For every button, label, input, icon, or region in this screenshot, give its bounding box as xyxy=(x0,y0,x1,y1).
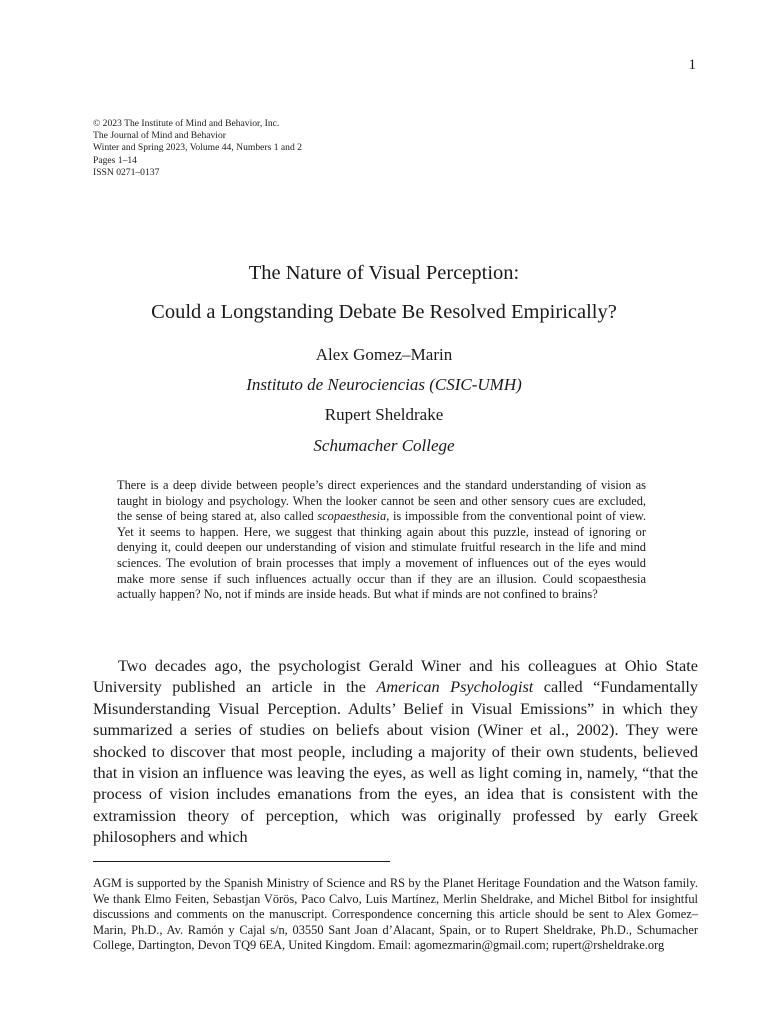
abstract xyxy=(117,478,646,603)
author-name-2: Rupert Sheldrake xyxy=(324,405,444,424)
issue-line: Winter and Spring 2023, Volume 44, Numbers 1 and 2 xyxy=(93,142,302,154)
abstract-text-1: There is a deep divide between people’s direct experiences and the standard understanding of vision as taught in biology and psychology. When the looker cannot be seen and other sensory cues are excluded, the sense of being stared at, also called xyxy=(117,478,646,524)
body-text-2: called “Fundamentally Misunderstanding Visual Perception. Adults’ Belief in Visual Emissions” in which they summarized a series of studies on beliefs about vision (Winer et al., 2002). They were shocked to discover that most people, including a majority of their own students, believed that in vision an influence was leaving the eyes, as well as light coming in, namely, “that the process of vision includes emanations from the eyes, an idea that is consistent with the extramission theory of perception, which was originally professed by early Greek philosophers and which xyxy=(93,677,699,847)
copyright-line: © 2023 The Institute of Mind and Behavior, Inc. xyxy=(93,118,280,129)
author-affiliation-1: Instituto de Neurociencias (CSIC-UMH) xyxy=(246,375,522,394)
journal-reference: American Psychologist xyxy=(376,677,534,697)
journal-name-line: The Journal of Mind and Behavior xyxy=(93,130,226,142)
issn-line: ISSN 0271–0137 xyxy=(93,166,160,178)
abstract-term: scopaesthesia xyxy=(317,509,387,524)
article-title-line-2: Could a Longstanding Debate Be Resolved Empirically? xyxy=(151,301,617,323)
article-title-line-1: The Nature of Visual Perception: xyxy=(248,262,520,284)
footnote: AGM is supported by the Spanish Ministry of Science and RS by the Planet Heritage Foundation and the Watson family. We thank Elmo Feiten, Sebastjan Vörös, Paco Calvo, Luis Martínez, Merlin Sheldrake, and Michel Bitbol for insightful discussions and comments on the manuscript. Correspondence concerning this article should be sent to Alex Gomez–Marin, Ph.D., Av. Ramón y Cajal s/n, 03550 Sant Joan d’Alacant, Spain, or to Rupert Sheldrake, Ph.D., Schumacher College, Dartington, Devon TQ9 6EA, United Kingdom. Email: agomezmarin@gmail.com; rupert@rsheldrake.org xyxy=(93,876,698,953)
author-affiliation-2: Schumacher College xyxy=(313,436,455,455)
body-paragraph xyxy=(93,655,698,848)
author-name-1: Alex Gomez–Marin xyxy=(315,345,453,364)
pages-line: Pages 1–14 xyxy=(93,154,137,166)
footnote-divider xyxy=(93,861,390,862)
abstract-text-2: , is impossible from the conventional point of view. Yet it seems to happen. Here, we suggest that thinking again about this puzzle, instead of ignoring or denying it, could deepen our understanding of vision and stimulate fruitful research in the life and mind sciences. The evolution of brain processes that imply a movement of influences out of the eyes would make more sense if such influences actually occur than if they are an illusion. Could scopaesthesia actually happen? No, not if minds are inside heads. But what if minds are not confined to brains? xyxy=(117,509,646,602)
journal-meta xyxy=(93,118,302,179)
page-number: 1 xyxy=(688,57,696,73)
body-text-1: Two decades ago, the psychologist Gerald Winer and his colleagues at Ohio State University published an article in the xyxy=(93,656,698,697)
